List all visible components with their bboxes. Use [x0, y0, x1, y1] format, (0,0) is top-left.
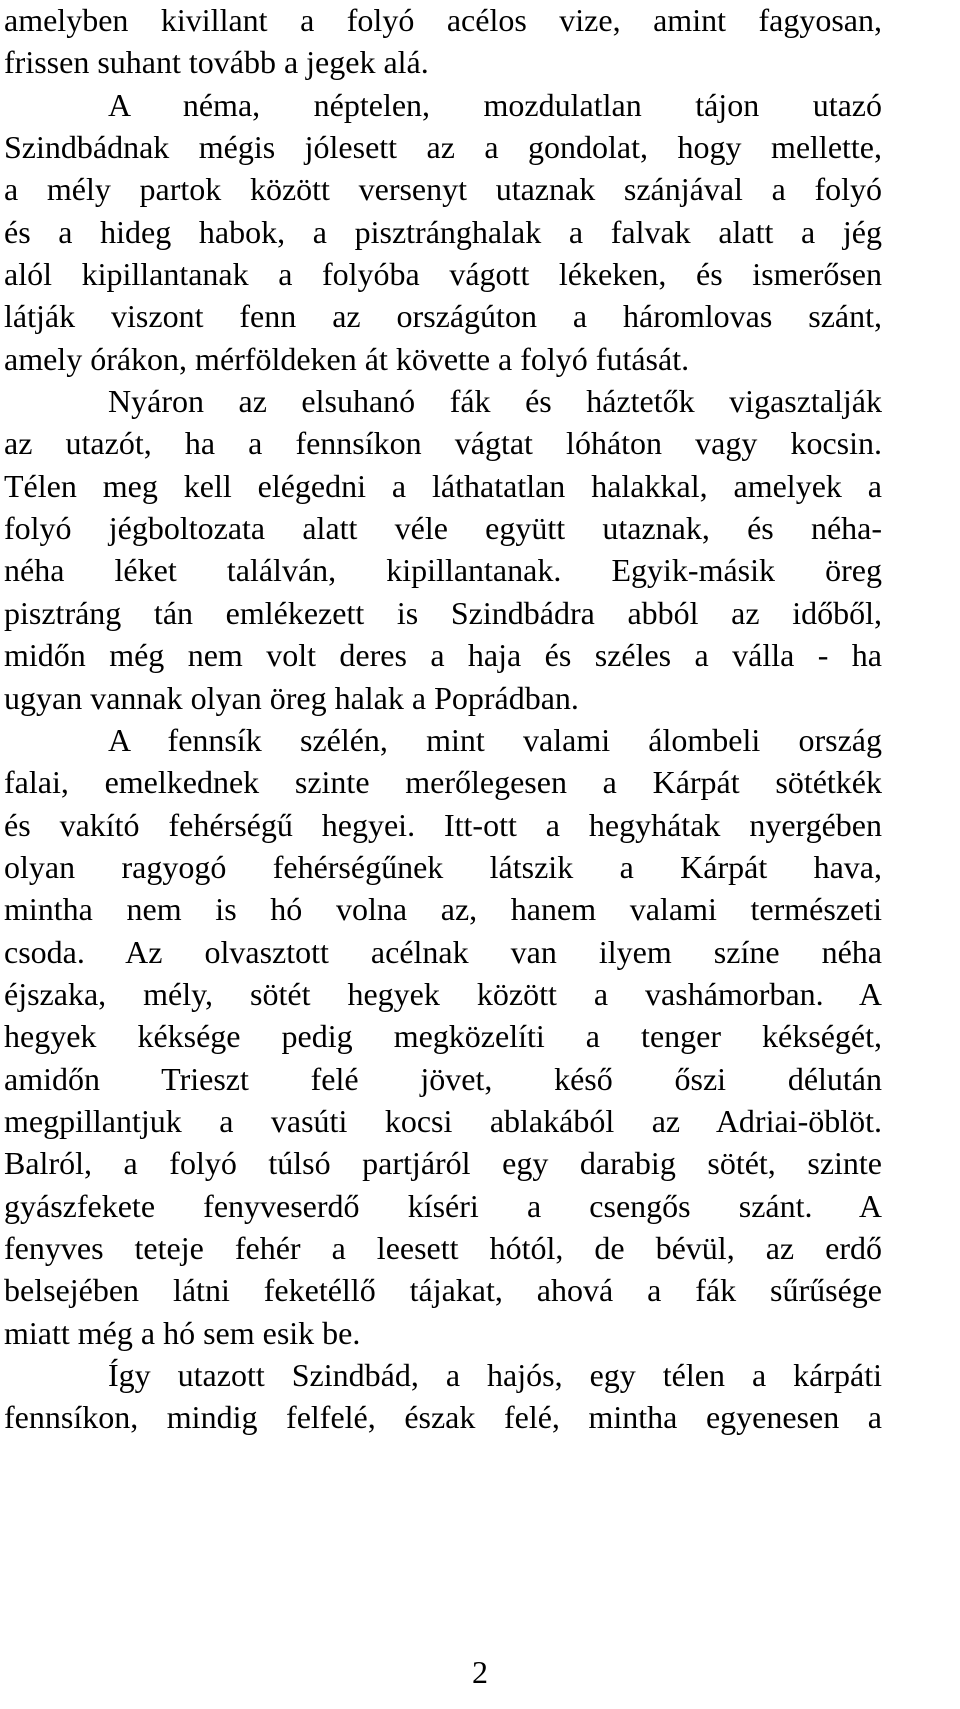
text-line: pisztráng tán emlékezett is Szindbádra abból az időből,: [4, 594, 882, 631]
text-line: néha léket találván, kipillantanak. Egyik-másik öreg: [4, 552, 882, 589]
text-line: és a hideg habok, a pisztránghalak a falvak alatt a jég: [4, 213, 882, 250]
text-line: miatt még a hó sem esik be.: [4, 1314, 361, 1351]
text-line: A fennsík szélén, mint valami álombeli ország: [108, 721, 882, 758]
text-line: midőn még nem volt deres a haja és széles a válla - ha: [4, 637, 882, 674]
page-number: 2: [472, 1654, 488, 1690]
text-line: amely órákon, mérföldeken át követte a folyó futását.: [4, 340, 690, 377]
text-line: fenyves teteje fehér a leesett hótól, de bévül, az erdő: [4, 1229, 882, 1266]
text-line: A néma, néptelen, mozdulatlan tájon utazó: [108, 86, 882, 123]
text-line: Nyáron az elsuhanó fák és háztetők vigasztalják: [108, 383, 882, 420]
text-line: Télen meg kell elégedni a láthatatlan halakkal, amelyek a: [4, 467, 882, 504]
text-line: az utazót, ha a fennsíkon vágtat lóháton vagy kocsin.: [4, 425, 882, 462]
body-text: [4, 0, 882, 1439]
text-line: Így utazott Szindbád, a hajós, egy télen a kárpáti: [108, 1357, 882, 1393]
text-line: folyó jégboltozata alatt véle együtt utaznak, és néha-: [4, 510, 882, 547]
text-line: és vakító fehérségű hegyei. Itt-ott a hegyhátak nyergében: [4, 806, 882, 843]
text-line: mintha nem is hó volna az, hanem valami természeti: [4, 891, 882, 928]
text-line: ugyan vannak olyan öreg halak a Poprádban.: [4, 679, 579, 716]
text-line: olyan ragyogó fehérségűnek látszik a Kárpát hava,: [4, 848, 882, 885]
text-line: éjszaka, mély, sötét hegyek között a vashámorban. A: [4, 975, 882, 1012]
text-line: látják viszont fenn az országúton a háromlovas szánt,: [4, 298, 882, 335]
text-line: belsejében látni feketéllő tájakat, ahová a fák sűrűsége: [4, 1272, 882, 1309]
text-line: amelyben kivillant a folyó acélos vize, amint fagyosan,: [4, 2, 882, 38]
text-line: alól kipillantanak a folyóba vágott lékeken, és ismerősen: [4, 256, 882, 293]
text-line: csoda. Az olvasztott acélnak van ilyem színe néha: [4, 933, 882, 970]
text-line: a mély partok között versenyt utaznak szánjával a folyó: [4, 171, 882, 208]
text-line: frissen suhant tovább a jegek alá.: [4, 44, 429, 81]
document-page: [4, 0, 882, 1439]
text-line: hegyek kéksége pedig megközelíti a tenger kékségét,: [4, 1018, 882, 1055]
text-line: gyászfekete fenyveserdő kíséri a csengős szánt. A: [4, 1187, 882, 1224]
text-line: amidőn Trieszt felé jövet, késő őszi délután: [4, 1060, 882, 1097]
text-line: megpillantjuk a vasúti kocsi ablakából az Adriai-öblöt.: [4, 1102, 882, 1139]
text-line: falai, emelkednek szinte merőlegesen a Kárpát sötétkék: [4, 764, 882, 801]
text-line: fennsíkon, mindig felfelé, észak felé, mintha egyenesen a: [4, 1399, 882, 1436]
text-line: Szindbádnak mégis jólesett az a gondolat, hogy mellette,: [4, 129, 882, 166]
text-line: Balról, a folyó túlsó partjáról egy darabig sötét, szinte: [4, 1145, 882, 1182]
